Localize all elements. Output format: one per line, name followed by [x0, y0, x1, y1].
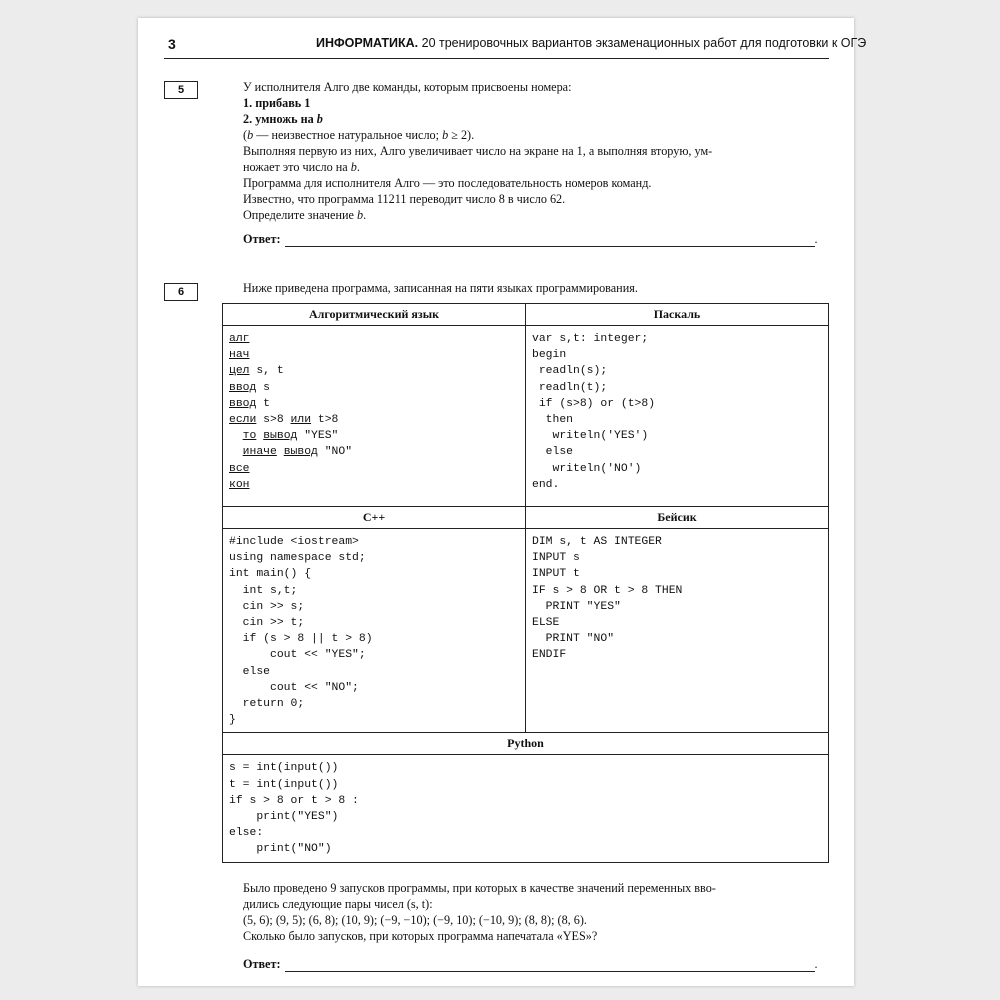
cpp-code: #include <iostream> using namespace std; int main() { int s,t; cin >> s; cin >> t; if (s > 8 || t > 8) cout << "YES"; else cout << "NO"; return 0; } [229, 536, 373, 727]
page-number: 3 [168, 36, 176, 52]
task-5-program-def: Программа для исполнителя Алго — это последовательность номеров команд. [243, 176, 652, 190]
python-code: s = int(input()) t = int(input()) if s > 8 or t > 8 : print("YES") else: print("NO") [229, 762, 359, 856]
cpp-code-cell [223, 529, 526, 733]
task-6-question: Сколько было запусков, при которых программа напечатала «YES»? [243, 929, 598, 943]
python-code-cell [223, 755, 829, 862]
task-6-answer-field[interactable]: Ответ: . [243, 957, 818, 971]
task-6-runs-1: Было проведено 9 запусков программы, при которых в качестве значений переменных вво- [243, 881, 716, 895]
task-6-answer-line[interactable] [285, 959, 815, 972]
basic-code: DIM s, t AS INTEGER INPUT s INPUT t IF s > 8 OR t > 8 THEN PRINT "YES" ELSE PRINT "NO" ENDIF [532, 536, 683, 662]
task-5-answer-field[interactable]: Ответ: . [243, 232, 818, 246]
header-basic: Бейсик [526, 507, 829, 529]
code-table [222, 303, 829, 863]
task-5-answer-line[interactable] [285, 234, 815, 247]
task-5-intro: У исполнителя Алго две команды, которым присвоены номера: [243, 80, 572, 94]
header-cpp: С++ [223, 507, 526, 529]
header-pascal: Паскаль [526, 304, 829, 326]
task-5-answer-label: Ответ: [243, 232, 281, 246]
task-6-runs-2: дились следующие пары чисел (s, t): [243, 897, 433, 911]
algo-code-cell [223, 326, 526, 507]
header-divider [164, 58, 829, 59]
pascal-code-cell [526, 326, 829, 507]
basic-code-cell [526, 529, 829, 733]
header-algo: Алгоритмический язык [223, 304, 526, 326]
algo-code: алг нач цел s, t ввод s ввод t если s>8 или t>8 то вывод "YES" иначе вывод "NO" все кон [229, 333, 353, 491]
task-6-pairs: (5, 6); (9, 5); (6, 8); (10, 9); (−9, −10); (−9, 10); (−10, 9); (8, 8); (8, 6). [243, 913, 587, 927]
task-6-number-box: 6 [164, 283, 198, 301]
task-6-answer-label: Ответ: [243, 957, 281, 971]
header-subtitle: 20 тренировочных вариантов экзаменационных работ для подготовки к ОГЭ [418, 36, 867, 50]
task-5-question: Определите значение b. [243, 208, 367, 222]
task-5-known: Известно, что программа 11211 переводит число 8 в число 62. [243, 192, 566, 206]
pascal-code: var s,t: integer; begin readln(s); readln(t); if (s>8) or (t>8) then writeln('YES') else writeln('NO') end. [532, 333, 656, 491]
page-header-title [316, 36, 866, 50]
task-5-text [243, 79, 833, 223]
task-5-description-1: Выполняя первую из них, Алго увеличивает число на экране на 1, а выполняя вторую, ум- [243, 144, 713, 158]
task-6-question-text [243, 880, 833, 944]
task-6-intro: Ниже приведена программа, записанная на пяти языках программирования. [243, 281, 638, 295]
task-5-number-box: 5 [164, 81, 198, 99]
task-5-description-2: ножает это число на b. [243, 160, 360, 174]
header-python: Python [223, 733, 829, 755]
task-5-condition: (b — неизвестное натуральное число; b ≥ 2). [243, 128, 475, 142]
exam-page [138, 18, 867, 986]
header-subject: ИНФОРМАТИКА. [316, 36, 419, 50]
task-5-command-1: 1. прибавь 1 [243, 96, 311, 110]
task-5-command-2: 2. умножь на b [243, 112, 323, 126]
